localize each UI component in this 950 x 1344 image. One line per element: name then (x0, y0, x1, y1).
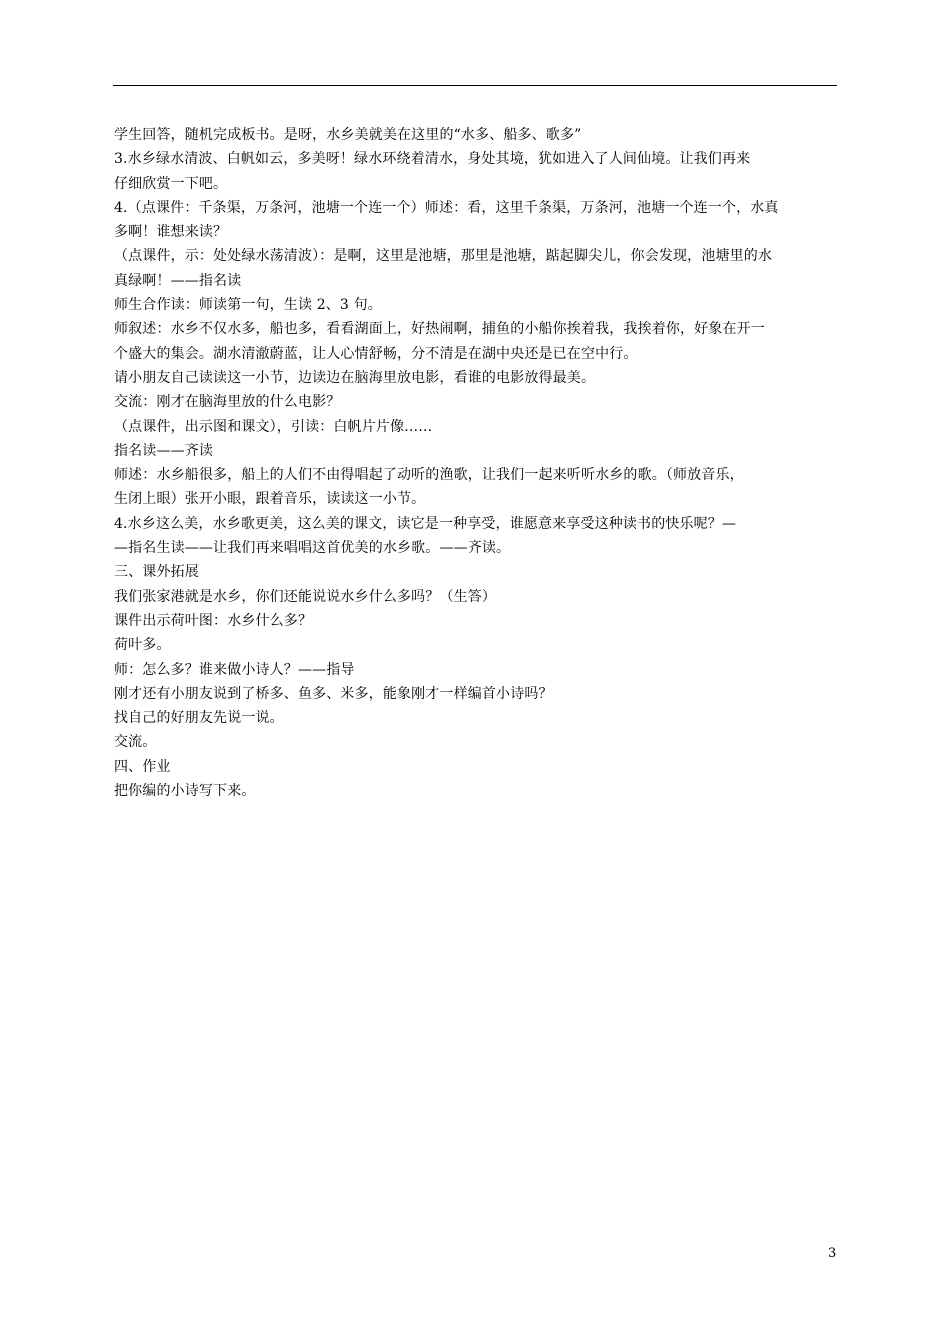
text-line: 课件出示荷叶图：水乡什么多？ (114, 612, 313, 629)
text-line: 请小朋友自己读读这一小节，边读边在脑海里放电影，看谁的电影放得最美。 (114, 369, 596, 386)
text-line: （点课件，出示图和课文），引读：白帆片片像…… (114, 418, 433, 435)
text-line: —指名生读——让我们再来唱唱这首优美的水乡歌。——齐读。 (114, 540, 511, 557)
text-line: 交流。 (114, 734, 157, 751)
text-line: 仔细欣赏一下吧。 (114, 175, 228, 192)
text-line: 找自己的好朋友先说一说。 (114, 710, 284, 727)
text-line: 师生合作读：师读第一句，生读 2、3 句。 (114, 297, 382, 314)
text-line: 我们张家港就是水乡，你们还能说说水乡什么多吗？（生答） (114, 588, 497, 605)
text-line: 学生回答，随机完成板书。是呀，水乡美就美在这里的“水多、船多、歌多” (114, 127, 582, 143)
text-line: 师叙述：水乡不仅水多，船也多，看看湖面上，好热闹啊，捕鱼的小船你挨着我，我挨着你，好象在开一 (114, 321, 765, 338)
page-number: 3 (828, 1246, 837, 1261)
text-line: 把你编的小诗写下来。 (114, 783, 256, 800)
text-line: 3.水乡绿水清波、白帆如云，多美呀！绿水环绕着清水，身处其境，犹如进入了人间仙境。让我们再来 (114, 151, 751, 168)
header-rule (113, 85, 837, 86)
text-line: 师：怎么多？谁来做小诗人？——指导 (114, 661, 355, 678)
section-heading: 三、课外拓展 (114, 564, 199, 581)
text-line: 交流：刚才在脑海里放的什么电影？ (114, 394, 341, 411)
text-line: 生闭上眼）张开小眼，跟着音乐，读读这一小节。 (114, 491, 426, 508)
text-line: 指名读——齐读 (114, 442, 214, 459)
section-heading: 四、作业 (114, 758, 171, 775)
text-line: 4.水乡这么美，水乡歌更美，这么美的课文，读它是一种享受，谁愿意来享受这种读书的快乐呢？— (114, 515, 737, 532)
text-line: （点课件，示：处处绿水荡清波）：是啊，这里是池塘，那里是池塘，踮起脚尖儿，你会发现，池塘里的水 (114, 248, 773, 265)
text-line: 师述：水乡船很多，船上的人们不由得唱起了动听的渔歌，让我们一起来听听水乡的歌。（师放音乐， (114, 467, 744, 484)
text-line: 真绿啊！——指名读 (114, 272, 242, 289)
document-body (114, 123, 840, 803)
text-line: 个盛大的集会。湖水清澈蔚蓝，让人心情舒畅，分不清是在湖中央还是已在空中行。 (114, 345, 638, 362)
text-line: 4.（点课件：千条渠，万条河，池塘一个连一个）师述：看，这里千条渠，万条河，池塘一个连一个，水真 (114, 199, 779, 216)
text-line: 多啊！谁想来读？ (114, 224, 228, 241)
text-line: 刚才还有小朋友说到了桥多、鱼多、米多，能象刚才一样编首小诗吗？ (114, 685, 553, 702)
text-line: 荷叶多。 (114, 637, 171, 654)
